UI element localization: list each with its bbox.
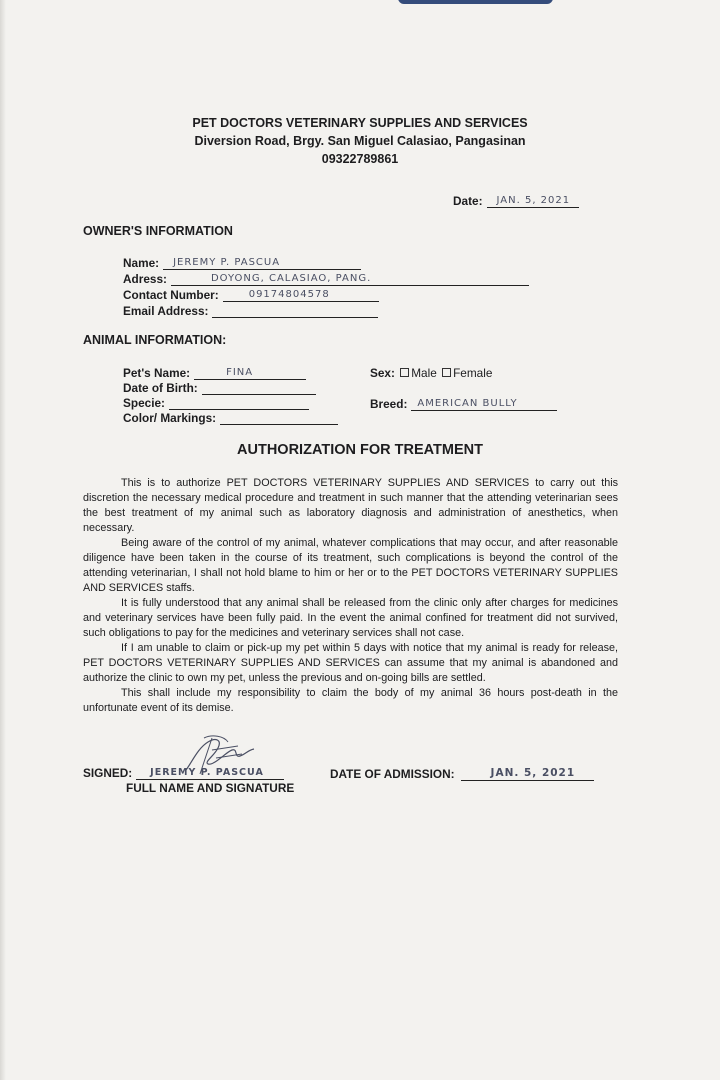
company-phone: 09322789861 [321, 152, 399, 166]
sex-female-checkbox[interactable] [442, 368, 451, 377]
specie-label: Specie: [123, 396, 165, 410]
admission-date-value: JAN. 5, 2021 [490, 767, 576, 779]
authorization-paragraph: This shall include my responsibility to claim the body of my animal 36 hours post-death in the unfortunate event of its demise. [83, 687, 618, 714]
pet-name-field [123, 366, 306, 380]
sex-field [370, 366, 492, 380]
authorization-title: AUTHORIZATION FOR TREATMENT [237, 442, 483, 458]
sex-female-label: Female [453, 366, 493, 380]
date-field [453, 194, 579, 208]
authorization-paragraph: It is fully understood that any animal shall be released from the clinic only after charges for medicines and veterinary services have been fully paid. In the event the animal confined for treatment did not survived, such obligations to pay for the medicines and veterinary services shall not case. [83, 597, 618, 639]
breed-value: AMERICAN BULLY [417, 398, 518, 409]
admission-date-label: DATE OF ADMISSION: [330, 767, 455, 781]
signed-field [83, 766, 284, 780]
company-name: PET DOCTORS VETERINARY SUPPLIES AND SERVICES [192, 116, 528, 130]
owner-address-value: DOYONG, CALASIAO, PANG. [210, 273, 372, 284]
owner-contact-label: Contact Number: [123, 288, 219, 302]
authorization-paragraph: Being aware of the control of my animal, whatever complications that may occur, and after reasonable diligence have been taken in the course of its treatment, such complications is beyond the control of the attending veterinarian, I shall not hold blame to him or her or to the PET DOCTORS VETERINARY SUPPLIES AND SERVICES staffs. [83, 537, 618, 594]
dob-label: Date of Birth: [123, 381, 198, 395]
animal-section-title: ANIMAL INFORMATION: [83, 333, 227, 347]
signed-label: SIGNED: [83, 766, 133, 780]
specie-field [123, 396, 309, 410]
owner-address-field [123, 272, 529, 286]
dob-field [123, 381, 316, 395]
owner-email-label: Email Address: [123, 304, 209, 318]
pet-name-label: Pet's Name: [123, 366, 191, 380]
full-name-caption: FULL NAME AND SIGNATURE [126, 781, 295, 795]
owner-name-field [123, 256, 361, 270]
owner-address-label: Adress: [123, 272, 167, 286]
breed-label: Breed: [370, 397, 408, 411]
date-label: Date: [453, 194, 483, 208]
authorization-paragraph: This is to authorize PET DOCTORS VETERINARY SUPPLIES AND SERVICES to carry out this discretion the necessary medical procedure and treatment in such manner that the attending veterinarian sees the best treatment of my animal such as laboratory diagnosis and administration of anesthetics, when necessary. [83, 477, 618, 534]
color-markings-field [123, 411, 338, 425]
owner-section-title: OWNER'S INFORMATION [83, 224, 233, 238]
admission-date-field [330, 766, 594, 781]
sex-male-checkbox[interactable] [400, 368, 409, 377]
authorization-body [83, 476, 618, 716]
owner-contact-field [123, 288, 379, 302]
owner-name-value: JEREMY P. PASCUA [173, 257, 281, 268]
sex-male-label: Male [411, 366, 437, 380]
pet-name-value: FINA [226, 367, 254, 378]
owner-email-field [123, 304, 378, 318]
letterhead [0, 114, 720, 168]
owner-name-label: Name: [123, 256, 160, 270]
signed-value: JEREMY P. PASCUA [150, 767, 264, 778]
company-address: Diversion Road, Brgy. San Miguel Calasiao, Pangasinan [194, 134, 526, 148]
date-value: JAN. 5, 2021 [496, 195, 571, 206]
color-markings-label: Color/ Markings: [123, 411, 217, 425]
breed-field [370, 397, 557, 411]
authorization-paragraph: If I am unable to claim or pick-up my pet within 5 days with notice that my animal is ready for release, PET DOCTORS VETERINARY SUPPLIES AND SERVICES can assume that my animal is abandoned and authorize the clinic to own my pet, unless the previous and on-going bills are settled. [83, 642, 618, 684]
sex-label: Sex: [370, 366, 395, 380]
scan-mark [398, 0, 553, 4]
owner-contact-value: 09174804578 [248, 289, 330, 300]
